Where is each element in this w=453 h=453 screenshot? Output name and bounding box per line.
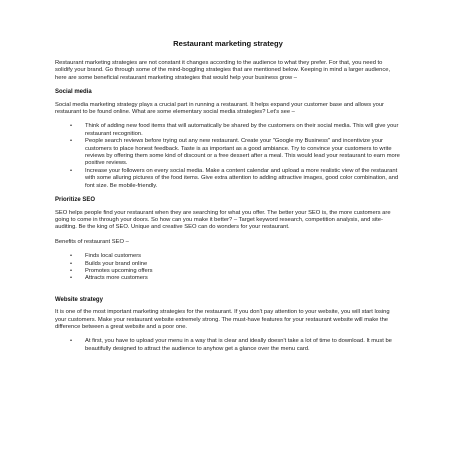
section-heading-website: Website strategy — [55, 296, 103, 303]
list-item-text: Finds local customers — [85, 253, 142, 260]
bullet-icon: • — [70, 138, 73, 145]
seo-paragraph: SEO helps people find your restaurant when they are searching for what you offer. The better your SEO is, the more customers are going to come in through your doors. So how can you make it better? – Target keyword research, competition analysis, and site-auditing. Be the king of SEO. Unique and creative SEO can do wonders for your restaurant. — [55, 209, 391, 231]
social-media-paragraph: Social media marketing strategy plays a crucial part in running a restaurant. It helps expand your customer base and allows your restaurant to be found online. What are some elementary social media strategies? Let's see – — [55, 101, 384, 116]
document-body — [55, 60, 401, 360]
list-item-text: Promotes upcoming offers — [85, 267, 153, 274]
list-item — [55, 138, 401, 168]
list-item — [55, 253, 401, 260]
bullet-icon: • — [70, 275, 73, 282]
bullet-icon: • — [70, 253, 73, 260]
website-bullet-list — [55, 338, 401, 353]
section-heading-seo: Prioritize SEO — [55, 197, 96, 204]
document-page — [55, 0, 401, 453]
list-item-text: At first, you have to upload your menu in a way that is clear and ideally doesn't take a lot of time to download. It must be beautifully designed to attract the audience to anyhow get a glance over the menu card. — [85, 338, 392, 352]
list-item-text: Attracts more customers — [85, 275, 148, 282]
list-item — [55, 268, 401, 275]
seo-benefits-list — [55, 253, 401, 283]
bullet-icon: • — [70, 260, 73, 267]
document-title: Restaurant marketing strategy — [173, 39, 283, 48]
website-paragraph: It is one of the most important marketing strategies for the restaurant. If you don't pay attention to your website, you will start losing your customers. Make your restaurant website extremely strong. The must-have features for your restaurant website will make the difference between a great website and a poor one. — [55, 309, 390, 330]
bullet-icon: • — [70, 123, 73, 130]
list-item — [55, 123, 401, 138]
list-item — [55, 338, 401, 353]
list-item-text: Think of adding new food items that will automatically be shared by the customers on their social media. This will give your restaurant recognition. — [85, 123, 399, 137]
intro-paragraph: Restaurant marketing strategies are not constant it changes according to the audience to what they prefer. For that, you need to solidify your brand. Go through some of the mind-boggling strategies that are mentioned below. Keeping in mind a larger audience, here are some beneficial restaurant marketing strategies that would help your business grow – — [55, 60, 391, 81]
list-item-text: Increase your followers on every social media. Make a content calendar and upload a more realistic view of the restaurant with some alluring pictures of the food items. Give extra attention to adding attractive images, good color combination, and font size. Be mobile-friendly. — [85, 167, 399, 189]
social-media-bullet-list — [55, 123, 401, 190]
list-item — [55, 168, 401, 190]
list-item — [55, 275, 401, 282]
list-item — [55, 261, 401, 268]
bullet-icon: • — [70, 267, 73, 274]
bullet-icon: • — [70, 338, 73, 345]
list-item-text: Builds your brand online — [85, 260, 148, 267]
bullet-icon: • — [70, 167, 73, 174]
section-heading-social-media: Social media — [55, 89, 92, 96]
seo-benefits-label: Benefits of restaurant SEO – — [55, 238, 129, 245]
list-item-text: People search reviews before trying out any new restaurant. Create your "Google my Business" and incentivize your customers to place honest feedback. Taste is as important as a good ambiance. Try to convince your customers to write reviews by offering them some kind of discount or a free dessert after a meal. This would lead your restaurant to earn more positive reviews. — [85, 138, 400, 167]
